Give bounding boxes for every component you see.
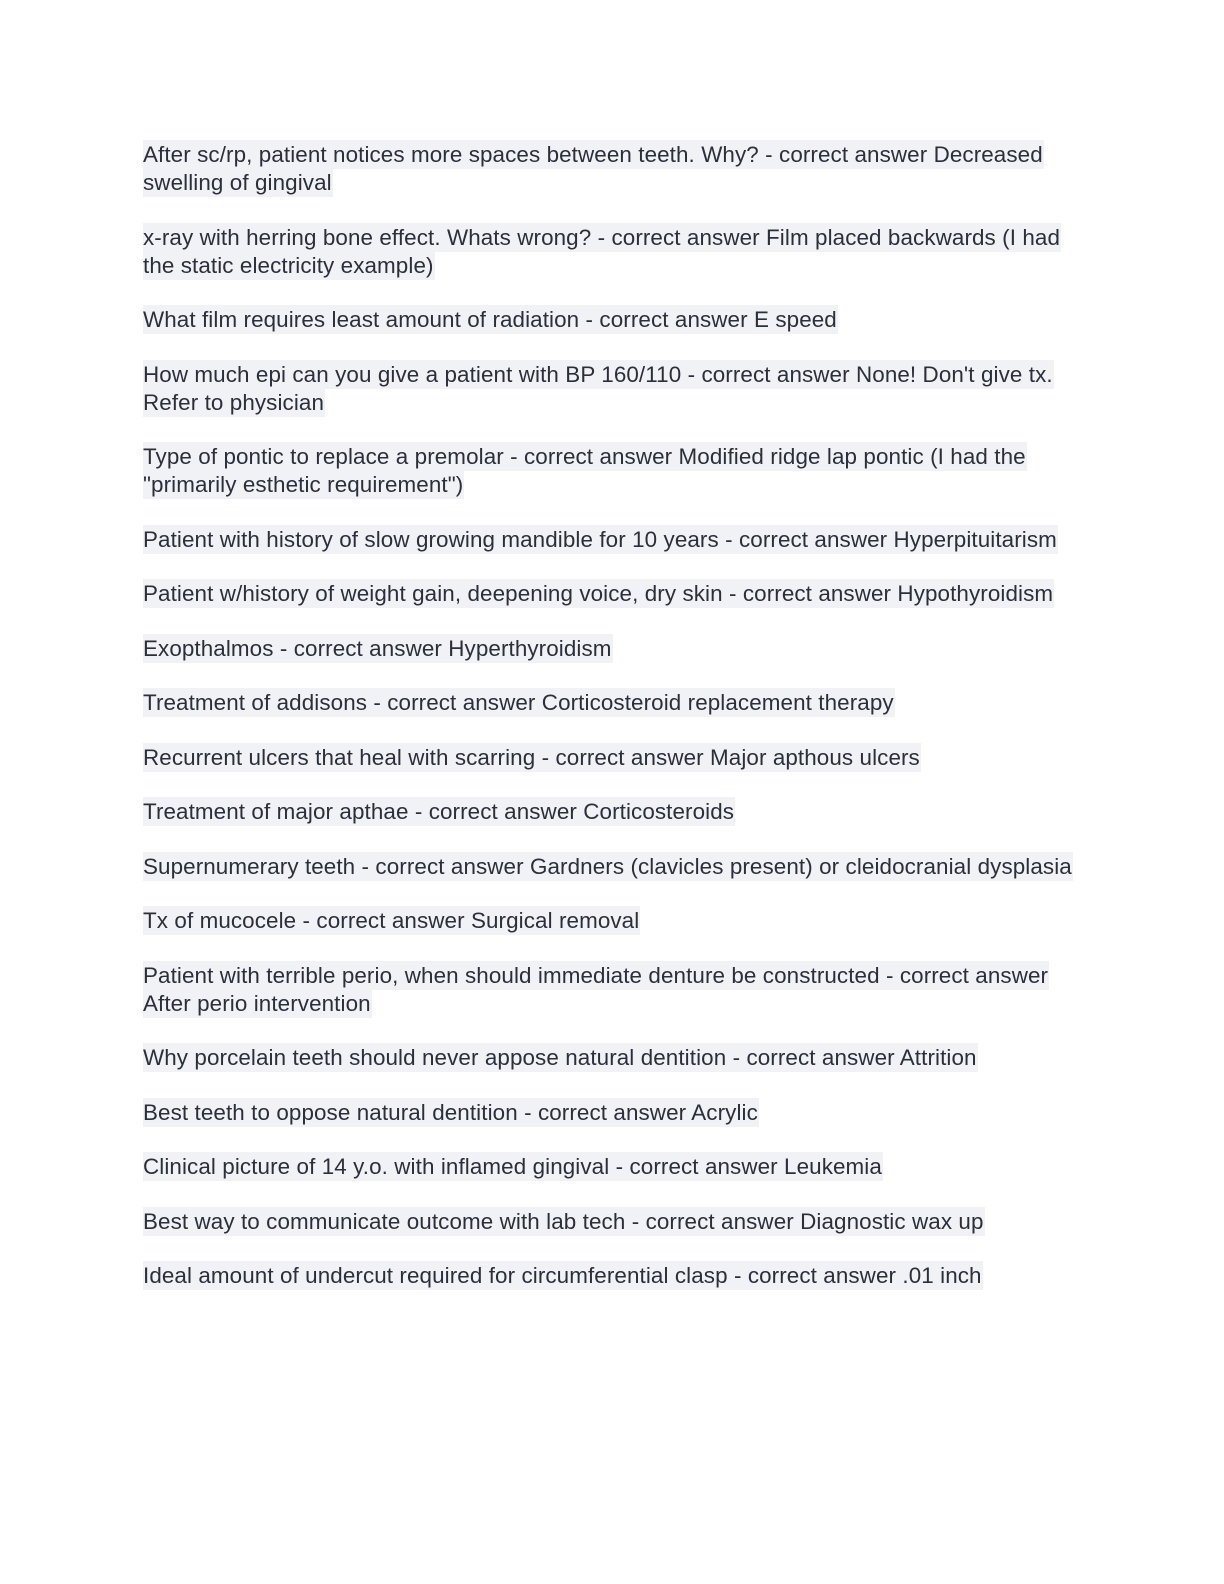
qa-text: Type of pontic to replace a premolar - correct answer Modified ridge lap pontic (I had the "primarily esthetic requirement"): [143, 444, 1026, 497]
qa-text: Best teeth to oppose natural dentition - correct answer Acrylic: [143, 1099, 758, 1125]
qa-text: Treatment of major apthae - correct answer Corticosteroids: [143, 799, 735, 824]
qa-item-10: [143, 744, 1083, 772]
qa-item-17: [143, 1153, 1083, 1181]
qa-text: x-ray with herring bone effect. Whats wrong? - correct answer Film placed backwards (I had the static electricity example): [143, 224, 1061, 278]
qa-text: After sc/rp, patient notices more spaces between teeth. Why? - correct answer Decreased swelling of gingival: [143, 142, 1043, 195]
qa-text: Supernumerary teeth - correct answer Gardners (clavicles present) or cleidocranial dysplasia: [143, 853, 1072, 879]
qa-item-13: [143, 907, 1083, 935]
document-page: [143, 141, 1083, 1317]
qa-item-18: [143, 1208, 1083, 1236]
qa-text: How much epi can you give a patient with BP 160/110 - correct answer None! Don't give tx. Refer to physician: [143, 361, 1053, 415]
qa-item-3: [143, 306, 1083, 334]
qa-item-8: [143, 635, 1083, 663]
qa-text: Clinical picture of 14 y.o. with inflamed gingival - correct answer Leukemia: [143, 1154, 882, 1179]
qa-text: Patient with terrible perio, when should immediate denture be constructed - correct answer After perio intervention: [143, 962, 1049, 1016]
qa-text: Treatment of addisons - correct answer Corticosteroid replacement therapy: [143, 690, 894, 715]
qa-item-15: [143, 1044, 1083, 1072]
qa-text: Recurrent ulcers that heal with scarring - correct answer Major apthous ulcers: [143, 744, 920, 770]
qa-item-5: [143, 443, 1083, 499]
qa-item-2: [143, 224, 1083, 280]
qa-text: Tx of mucocele - correct answer Surgical removal: [143, 908, 640, 933]
qa-text: Best way to communicate outcome with lab tech - correct answer Diagnostic wax up: [143, 1208, 984, 1234]
qa-item-1: [143, 141, 1083, 197]
qa-item-9: [143, 689, 1083, 717]
qa-text: Exopthalmos - correct answer Hyperthyroidism: [143, 635, 612, 661]
qa-item-4: [143, 361, 1083, 417]
qa-item-19: [143, 1262, 1083, 1290]
qa-item-16: [143, 1099, 1083, 1127]
qa-item-14: [143, 962, 1083, 1018]
qa-item-7: [143, 580, 1083, 608]
qa-text: Patient with history of slow growing mandible for 10 years - correct answer Hyperpituitarism: [143, 526, 1057, 552]
qa-text: Why porcelain teeth should never appose natural dentition - correct answer Attrition: [143, 1045, 977, 1070]
qa-item-12: [143, 853, 1083, 881]
qa-text: What film requires least amount of radiation - correct answer E speed: [143, 307, 837, 332]
qa-item-6: [143, 526, 1083, 554]
qa-text: Ideal amount of undercut required for circumferential clasp - correct answer .01 inch: [143, 1263, 982, 1288]
qa-text: Patient w/history of weight gain, deepening voice, dry skin - correct answer Hypothyroidism: [143, 581, 1054, 606]
qa-item-11: [143, 798, 1083, 826]
